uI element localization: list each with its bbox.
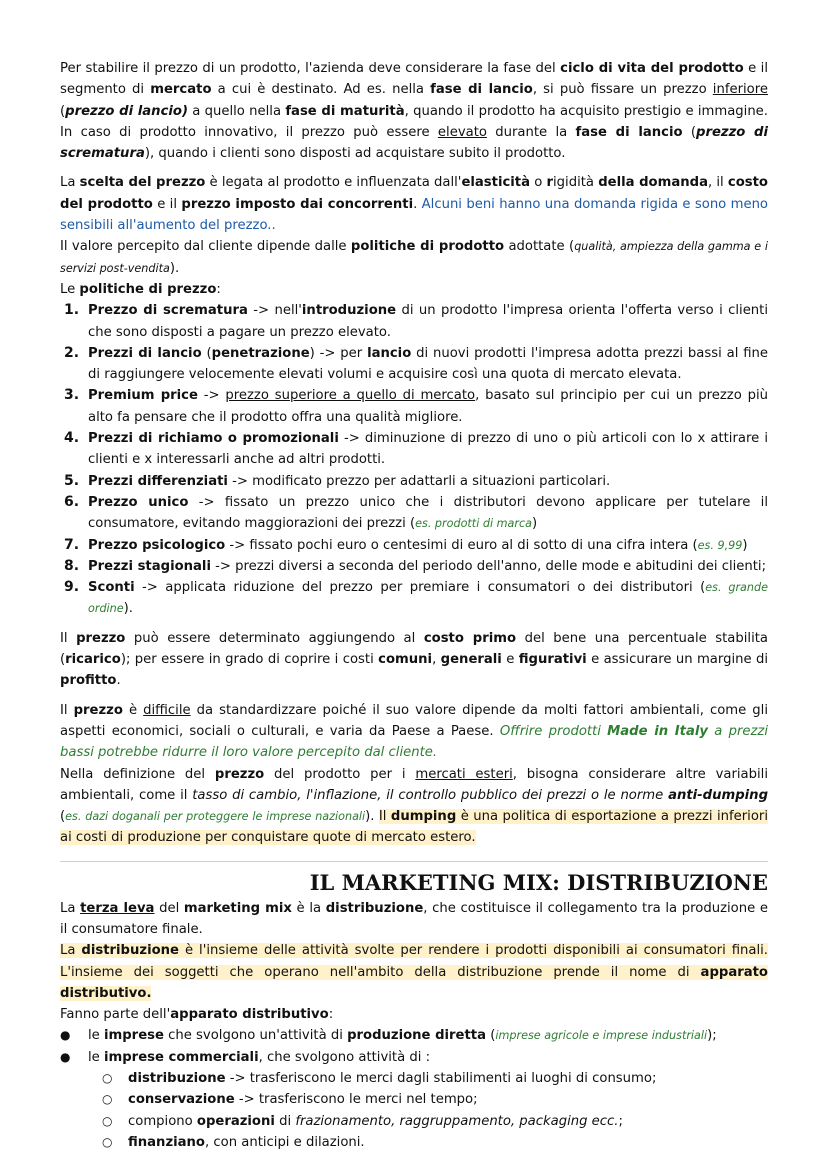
- sublist-item: [60, 1089, 768, 1110]
- bold-text: introduzione: [301, 303, 397, 319]
- text: Per stabilire il prezzo di un prodotto, l'azienda deve considerare la fase del: [60, 61, 561, 76]
- paragraph-definizione-distribuzione: [60, 940, 768, 1004]
- document-page: [60, 58, 768, 1153]
- text: .: [116, 673, 121, 689]
- bullet-icon: ●: [60, 1028, 71, 1043]
- text: La: [60, 943, 82, 959]
- bold-text: imprese commerciali: [103, 1049, 259, 1065]
- bold-text: prezzo imposto dai concorrenti: [181, 196, 414, 212]
- paragraph-mercati-esteri: [60, 764, 768, 849]
- list-item: [60, 556, 768, 577]
- green-example: es. 9,99: [697, 538, 743, 552]
- bold-text: politiche di prezzo: [79, 281, 217, 297]
- text: Il valore percepito dal cliente dipende dalle: [60, 239, 351, 255]
- text: -> fissato un prezzo unico che i distributori devono applicare per tutelare il consumatore, evitando maggiorazioni dei prezzi (: [88, 494, 769, 532]
- bold-italic-text: prezzo di lancio): [65, 103, 188, 119]
- item-title: Prezzo di scrematura: [88, 303, 248, 319]
- bold-text: elasticità: [461, 175, 531, 191]
- text: Fanno parte dell': [60, 1007, 171, 1023]
- underlined-text: prezzo superiore a quello di mercato: [225, 388, 476, 404]
- bold-text: marketing mix: [183, 900, 292, 916]
- bold-text: distribuzione: [325, 900, 424, 916]
- underlined-text: difficile: [143, 702, 191, 718]
- bold-text: r: [546, 175, 553, 191]
- list-item: [60, 1047, 768, 1068]
- list-item: [60, 1025, 768, 1046]
- text: del bene una percentuale stabilita (: [60, 630, 768, 668]
- text: ), quando i clienti sono disposti ad acquistare subito il prodotto.: [144, 146, 566, 162]
- blue-note: Alcuni beni hanno una domanda rigida e sono meno sensibili all'aumento del prezzo..: [60, 196, 768, 234]
- list-number: 2.: [64, 344, 80, 361]
- item-title: Sconti: [88, 580, 135, 596]
- text: è la: [291, 900, 326, 916]
- item-title: Prezzo unico: [88, 494, 189, 510]
- text: ): [742, 537, 748, 553]
- list-number: 7.: [64, 536, 80, 553]
- text: Nella definizione del: [60, 766, 215, 782]
- highlighted-definition: [60, 943, 768, 1001]
- bold-text: ciclo di vita del prodotto: [560, 61, 744, 76]
- text: di nuovi prodotti l'impresa adotta prezzi bassi al fine di raggiungere velocemente elevati volumi e acquisire così una quota di mercato elevata.: [88, 345, 768, 383]
- text: è una politica di esportazione a prezzi inferiori ai costi di produzione per conquistare quote di mercato estero.: [60, 809, 768, 846]
- text: , il: [707, 175, 728, 191]
- bold-text: profitto: [60, 673, 117, 689]
- bold-text: penetrazione: [211, 345, 310, 361]
- paragraph-standardizzare: [60, 700, 768, 764]
- text: di: [274, 1113, 296, 1129]
- bold-text: comuni: [378, 652, 433, 668]
- text: compiono: [128, 1113, 197, 1129]
- text: -> trasferiscono le merci dagli stabilimenti ai luoghi di consumo;: [225, 1071, 657, 1087]
- text: le: [88, 1049, 104, 1065]
- bold-text: scelta del prezzo: [79, 175, 206, 191]
- text: La: [60, 175, 80, 191]
- list-number: 8.: [64, 557, 80, 574]
- text: -> diminuzione di prezzo di uno o più articoli con lo x attirare i clienti e x interessarli anche ad altri prodotti.: [88, 431, 768, 468]
- politiche-prezzo-list: [60, 300, 768, 619]
- text: e: [501, 652, 519, 668]
- green-example: imprese agricole e imprese industriali: [495, 1029, 708, 1043]
- text: -> fissato pochi euro o centesimi di euro al di sotto di una cifra intera (: [225, 537, 698, 553]
- section-divider: [60, 861, 768, 862]
- bold-italic-text: anti-dumping: [668, 787, 769, 803]
- text: :: [328, 1007, 334, 1023]
- text: le: [88, 1028, 104, 1044]
- bold-text: operazioni: [196, 1113, 275, 1129]
- underlined-text: elevato: [437, 124, 487, 140]
- circle-bullet-icon: ○: [102, 1134, 113, 1149]
- list-number: 4.: [64, 430, 80, 447]
- text: Le: [60, 281, 80, 297]
- paragraph-ricarico: [60, 628, 768, 692]
- text: , che svolgono attività di :: [258, 1049, 431, 1065]
- text: (: [60, 103, 66, 119]
- text: può essere determinato aggiungendo al: [125, 630, 424, 646]
- item-title: Prezzi differenziati: [88, 473, 228, 489]
- paragraph-valore-percepito: [60, 236, 768, 279]
- text: ).: [169, 260, 180, 276]
- bold-text: apparato distributivo: [170, 1007, 329, 1023]
- list-number: 5.: [64, 472, 80, 489]
- bold-text: prezzo: [73, 702, 123, 718]
- text: ).: [123, 601, 133, 617]
- text: (: [682, 124, 697, 140]
- italic-note: qualità, ampiezza della gamma e i servizi post-vendita: [60, 240, 768, 275]
- text: (: [486, 1028, 496, 1044]
- text: -> modificato prezzo per adattarli a situazioni particolari.: [227, 473, 611, 489]
- bold-text: figurativi: [518, 652, 587, 668]
- bold-text: apparato distributivo.: [60, 964, 768, 1001]
- attivita-sublist: [60, 1068, 768, 1153]
- text: ): [532, 516, 538, 532]
- text: , che costituisce il collegamento tra la produzione e il consumatore finale.: [60, 900, 768, 937]
- bold-text: costo del prodotto: [60, 175, 768, 212]
- item-title: Prezzo psicologico: [88, 537, 226, 553]
- text: è: [122, 702, 144, 718]
- sublist-item: [60, 1068, 768, 1089]
- text: ;: [618, 1113, 623, 1129]
- bold-text: dumping: [390, 809, 457, 825]
- list-item: [60, 535, 768, 556]
- list-item: [60, 428, 768, 471]
- text: del prodotto per i: [264, 766, 416, 782]
- bold-text: della domanda: [598, 175, 708, 191]
- list-item: [60, 492, 768, 535]
- text: e assicurare un margine di: [586, 652, 769, 668]
- text: da standardizzare poiché il suo valore dipende da molti fattori ambientali, come gli aspetti economici, sociali o culturali, e varia da Paese a Paese.: [60, 702, 769, 739]
- text: di un prodotto l'impresa orienta l'offerta verso i clienti che sono disposti a pagare un prezzo elevato.: [88, 303, 768, 340]
- list-item: [60, 577, 768, 620]
- list-item: [60, 385, 768, 428]
- text: Il: [60, 630, 77, 646]
- list-number: 6.: [64, 493, 80, 510]
- circle-bullet-icon: ○: [102, 1092, 113, 1107]
- text: Il: [378, 809, 391, 825]
- green-note: Offrire prodotti: [499, 723, 608, 739]
- text: ).: [365, 809, 379, 825]
- bold-text: politiche di prodotto: [350, 239, 505, 255]
- bold-text: prezzo: [214, 766, 265, 782]
- bold-text: mercato: [150, 82, 212, 98]
- item-title: Premium price: [88, 388, 198, 404]
- text: ) -> per: [309, 345, 368, 361]
- text: ,: [432, 652, 441, 668]
- bold-text: distribuzione: [128, 1071, 226, 1087]
- text: del: [154, 900, 184, 916]
- green-example: es. grande ordine: [88, 581, 768, 616]
- text: :: [216, 281, 221, 297]
- text: igidità: [553, 175, 599, 191]
- text: , quando il prodotto ha acquisito prestigio e immagine. In caso di prodotto innovativo, il prezzo può essere: [60, 103, 768, 140]
- apparato-list: [60, 1025, 768, 1068]
- item-title: Prezzi stagionali: [88, 558, 211, 574]
- bold-text: prezzo: [76, 630, 126, 646]
- text: , bisogna considerare altre variabili ambientali, come il: [60, 766, 768, 803]
- paragraph-terza-leva: [60, 898, 768, 941]
- text: a quello nella: [188, 103, 286, 119]
- bold-text: fase di lancio: [575, 124, 683, 140]
- bold-text: conservazione: [128, 1092, 235, 1108]
- list-number: 9.: [64, 579, 80, 596]
- text: che svolgono un'attività di: [163, 1028, 348, 1044]
- text: , si può fissare un prezzo: [532, 82, 713, 98]
- text: e il: [152, 196, 182, 212]
- text: La: [60, 900, 81, 916]
- bold-text: finanziano: [128, 1134, 205, 1150]
- green-bold-note: Made in Italy: [607, 723, 708, 739]
- paragraph-scelta-prezzo: [60, 172, 768, 236]
- text: , basato sul principio per cui un prezzo più alto fa pensare che il prodotto offra una qualità migliore.: [88, 388, 768, 425]
- text: a cui è destinato. Ad es. nella: [211, 82, 431, 98]
- list-number: 3.: [64, 387, 80, 404]
- green-example: es. dazi doganali per proteggere le imprese nazionali: [65, 810, 366, 824]
- text: adottate (: [504, 239, 575, 255]
- text: Il: [60, 702, 74, 718]
- text: );: [707, 1028, 717, 1044]
- green-example: es. prodotti di marca: [415, 517, 532, 531]
- text: .: [413, 196, 422, 212]
- circle-bullet-icon: ○: [102, 1113, 113, 1128]
- bold-text: lancio: [367, 345, 412, 361]
- circle-bullet-icon: ○: [102, 1071, 113, 1086]
- list-item: [60, 343, 768, 386]
- list-item: [60, 300, 768, 343]
- text: -> applicata riduzione del prezzo per premiare i consumatori o dei distributori (: [134, 580, 706, 596]
- paragraph-ciclo-vita: [60, 58, 768, 164]
- bold-underlined-text: terza leva: [80, 900, 155, 916]
- bold-text: distribuzione: [81, 943, 179, 959]
- sublist-item: [60, 1111, 768, 1132]
- italic-text: frazionamento, raggruppamento, packaging ecc.: [295, 1113, 619, 1129]
- item-title: Prezzi di lancio: [88, 345, 202, 361]
- green-note: a prezzi bassi potrebbe ridurre il loro valore percepito dal cliente.: [60, 723, 768, 761]
- underlined-text: mercati esteri: [415, 766, 513, 782]
- text: o: [530, 175, 547, 191]
- section-heading: IL MARKETING MIX: DISTRIBUZIONE: [309, 869, 768, 895]
- text: -> nell': [247, 303, 302, 319]
- paragraph-politiche-intro: [60, 279, 768, 300]
- text: -> prezzi diversi a seconda del periodo dell'anno, delle mode e abitudini dei clienti;: [210, 558, 767, 574]
- bold-text: imprese: [103, 1028, 164, 1044]
- text: e il segmento di: [60, 61, 768, 98]
- paragraph-apparato: [60, 1004, 768, 1025]
- bold-text: produzione diretta: [347, 1028, 487, 1044]
- text: (: [60, 809, 66, 825]
- bold-text: generali: [440, 652, 502, 668]
- underlined-text: inferiore: [712, 82, 768, 98]
- text: -> trasferiscono le merci nel tempo;: [234, 1092, 478, 1108]
- bold-text: ricarico: [65, 652, 121, 668]
- bold-text: fase di maturità: [285, 103, 405, 119]
- item-title: Prezzi di richiamo o promozionali: [88, 431, 339, 447]
- text: ); per essere in grado di coprire i costi: [120, 652, 379, 668]
- list-number: 1.: [64, 302, 80, 319]
- bold-text: costo primo: [423, 630, 517, 646]
- bullet-icon: ●: [60, 1049, 71, 1064]
- text: è legata al prodotto e influenzata dall': [205, 175, 462, 191]
- text: è l'insieme delle attività svolte per rendere i prodotti disponibili ai consumatori finali. L'insieme dei soggetti che operano nell'ambito della distribuzione prende il nome di: [60, 943, 768, 980]
- italic-text: tasso di cambio, l'inflazione, il controllo pubblico dei prezzi o le norme: [192, 787, 669, 803]
- list-item: [60, 471, 768, 492]
- text: (: [201, 345, 212, 361]
- bold-text: fase di lancio: [430, 82, 533, 98]
- sublist-item: [60, 1132, 768, 1153]
- bold-italic-text: prezzo di scrematura: [60, 124, 768, 162]
- text: durante la: [486, 124, 576, 140]
- text: ->: [197, 388, 226, 404]
- text: , con anticipi e dilazioni.: [205, 1134, 365, 1150]
